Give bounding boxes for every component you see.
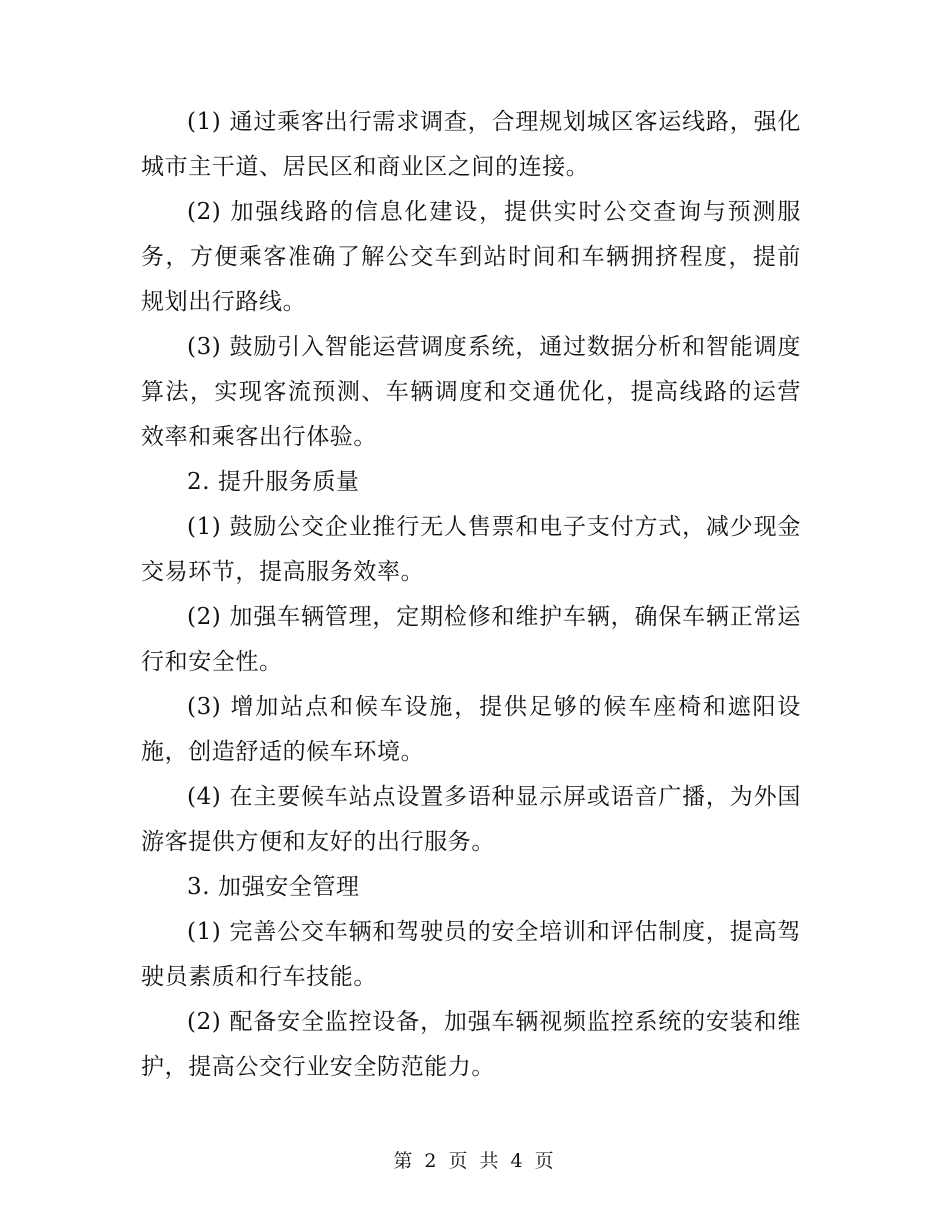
paragraph-route-informatization: (2) 加强线路的信息化建设，提供实时公交查询与预测服务，方便乘客准确了解公交车到站时间和车辆拥挤程度，提前规划出行路线。: [141, 199, 801, 315]
document-body: [141, 100, 801, 1090]
paragraph-multilingual-display: (4) 在主要候车站点设置多语种显示屏或语音广播，为外国游客提供方便和友好的出行服务。: [141, 784, 801, 855]
paragraph-safety-monitoring: (2) 配备安全监控设备，加强车辆视频监控系统的安装和维护，提高公交行业安全防范能力。: [141, 1009, 801, 1080]
paragraph-waiting-facilities: (3) 增加站点和候车设施，提供足够的候车座椅和遮阳设施，创造舒适的候车环境。: [141, 694, 801, 765]
section-heading-service-quality: 2. 提升服务质量: [187, 469, 360, 495]
section-heading-safety-management: 3. 加强安全管理: [187, 874, 360, 900]
paragraph-route-survey: (1) 通过乘客出行需求调查，合理规划城区客运线路，强化城市主干道、居民区和商业区之间的连接。: [141, 109, 801, 180]
paragraph-smart-dispatch: (3) 鼓励引入智能运营调度系统，通过数据分析和智能调度算法，实现客流预测、车辆调度和交通优化，提高线路的运营效率和乘客出行体验。: [141, 334, 801, 450]
paragraph-vehicle-management: (2) 加强车辆管理，定期检修和维护车辆，确保车辆正常运行和安全性。: [141, 604, 801, 675]
paragraph-electronic-payment: (1) 鼓励公交企业推行无人售票和电子支付方式，减少现金交易环节，提高服务效率。: [141, 514, 801, 585]
paragraph-driver-training: (1) 完善公交车辆和驾驶员的安全培训和评估制度，提高驾驶员素质和行车技能。: [141, 919, 801, 990]
page-number-footer: 第 2 页 共 4 页: [393, 1150, 557, 1172]
